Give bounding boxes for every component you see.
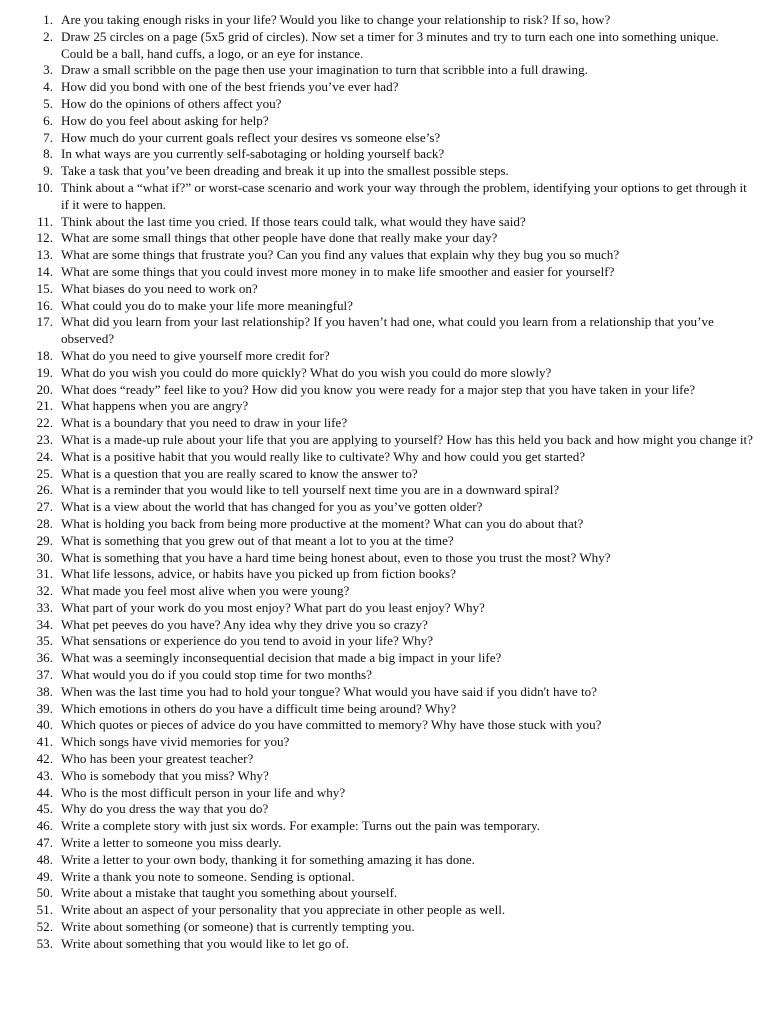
list-item-text: Write about a mistake that taught you something about yourself. (61, 885, 398, 901)
list-item-number: 19. (36, 364, 53, 380)
list-item (0, 818, 754, 835)
list-item-text: How do the opinions of others affect you? (61, 95, 282, 111)
list-item-text: What life lessons, advice, or habits have you picked up from fiction books? (61, 566, 456, 582)
list-item-text: What does “ready” feel like to you? How did you know you were ready for a major step that you have taken in your life? (61, 381, 696, 397)
list-item (0, 751, 754, 768)
list-item-text: Draw 25 circles on a page (5x5 grid of circles). Now set a timer for 3 minutes and try to turn each one into something unique. Could be a ball, hand cuffs, a logo, or an eye for instance. (61, 28, 719, 61)
list-item-number: 4. (43, 79, 53, 95)
list-item-text: Who has been your greatest teacher? (61, 751, 254, 767)
list-item-text: What is something that you have a hard time being honest about, even to those you trust the most? Why? (61, 549, 611, 565)
list-item-text: How do you feel about asking for help? (61, 112, 269, 128)
list-item-number: 46. (36, 818, 53, 834)
list-item-text: Are you taking enough risks in your life? Would you like to change your relationship to risk? If so, how? (61, 12, 611, 27)
list-item (0, 533, 754, 550)
list-item (0, 499, 754, 516)
list-item-text: Think about the last time you cried. If those tears could talk, what would they have said? (61, 213, 526, 229)
list-item-text: What was a seemingly inconsequential decision that made a big impact in your life? (61, 650, 502, 666)
list-item (0, 298, 754, 315)
list-item-number: 18. (36, 347, 53, 363)
list-item (0, 684, 754, 701)
list-item-number: 25. (36, 465, 53, 481)
list-item-text: Who is the most difficult person in your life and why? (61, 784, 346, 800)
list-item-number: 38. (36, 683, 53, 699)
list-item (0, 902, 754, 919)
list-item-number: 43. (36, 767, 53, 783)
list-item-number: 8. (43, 146, 53, 162)
list-item-number: 48. (36, 851, 53, 867)
list-item-number: 34. (36, 616, 53, 632)
list-item (0, 247, 754, 264)
list-item-text: Draw a small scribble on the page then use your imagination to turn that scribble into a full drawing. (61, 62, 588, 78)
list-item-text: Why do you dress the way that you do? (61, 801, 269, 817)
list-item-text: What happens when you are angry? (61, 398, 249, 414)
list-item-number: 41. (36, 734, 53, 750)
list-item-number: 10. (36, 179, 53, 195)
list-item (0, 348, 754, 365)
list-item-text: In what ways are you currently self-sabotaging or holding yourself back? (61, 146, 445, 162)
list-item-text: Write a thank you note to someone. Sending is optional. (61, 868, 355, 884)
list-item (0, 785, 754, 802)
list-item-number: 32. (36, 583, 53, 599)
list-item-text: What is a positive habit that you would really like to cultivate? Why and how could you get started? (61, 448, 586, 464)
list-item (0, 801, 754, 818)
list-item-text: What is a reminder that you would like to tell yourself next time you are in a downward spiral? (61, 482, 560, 498)
list-item (0, 482, 754, 499)
list-item-number: 6. (43, 112, 53, 128)
list-item-number: 33. (36, 599, 53, 615)
list-item-number: 26. (36, 482, 53, 498)
list-item (0, 314, 754, 348)
list-item-number: 29. (36, 532, 53, 548)
list-item-text: What could you do to make your life more meaningful? (61, 297, 353, 313)
list-item-text: Write a letter to someone you miss dearly. (61, 835, 282, 851)
list-item-number: 22. (36, 415, 53, 431)
list-item-text: Write about something that you would like to let go of. (61, 935, 349, 951)
list-item (0, 214, 754, 231)
list-item-number: 28. (36, 515, 53, 531)
list-item-text: What is something that you grew out of that meant a lot to you at the time? (61, 532, 454, 548)
list-item-number: 11. (37, 213, 53, 229)
list-item-text: Take a task that you’ve been dreading and break it up into the smallest possible steps. (61, 163, 509, 179)
list-item (0, 768, 754, 785)
list-item-text: What are some things that frustrate you? Can you find any values that explain why they bug you so much? (61, 247, 620, 263)
list-item (0, 633, 754, 650)
list-item (0, 398, 754, 415)
list-item-text: What is a question that you are really scared to know the answer to? (61, 465, 418, 481)
list-item-text: What are some things that you could invest more money in to make life smoother and easier for yourself? (61, 263, 615, 279)
list-item-number: 37. (36, 667, 53, 683)
list-item-number: 15. (36, 280, 53, 296)
list-item-number: 14. (36, 263, 53, 279)
list-item-number: 17. (36, 314, 53, 330)
list-item-number: 49. (36, 868, 53, 884)
list-item-number: 50. (36, 885, 53, 901)
list-item (0, 146, 754, 163)
list-item-number: 42. (36, 751, 53, 767)
list-item (0, 667, 754, 684)
list-item-number: 23. (36, 431, 53, 447)
list-item-number: 53. (36, 935, 53, 951)
list-item-number: 35. (36, 633, 53, 649)
list-item-number: 9. (43, 163, 53, 179)
list-item (0, 382, 754, 399)
list-item (0, 869, 754, 886)
list-item (0, 936, 754, 953)
list-item-text: What do you wish you could do more quickly? What do you wish you could do more slowly? (61, 364, 552, 380)
list-item-number: 36. (36, 650, 53, 666)
list-item (0, 163, 754, 180)
list-item (0, 466, 754, 483)
list-item (0, 180, 754, 214)
list-item (0, 835, 754, 852)
list-item-text: What is holding you back from being more productive at the moment? What can you do about that? (61, 515, 584, 531)
list-item (0, 415, 754, 432)
list-item-text: What would you do if you could stop time for two months? (61, 667, 372, 683)
list-item-text: Think about a “what if?” or worst-case scenario and work your way through the problem, identifying your options to get through it if it were to happen. (61, 179, 747, 212)
list-item (0, 230, 754, 247)
list-item-number: 21. (36, 398, 53, 414)
list-item-number: 39. (36, 700, 53, 716)
list-item-text: Write about something (or someone) that is currently tempting you. (61, 919, 415, 935)
list-item-number: 5. (43, 95, 53, 111)
list-item-text: How did you bond with one of the best friends you’ve ever had? (61, 79, 399, 95)
list-item-number: 7. (43, 129, 53, 145)
list-item (0, 79, 754, 96)
list-item (0, 281, 754, 298)
list-item-text: Which songs have vivid memories for you? (61, 734, 290, 750)
list-item-text: What sensations or experience do you tend to avoid in your life? Why? (61, 633, 434, 649)
list-item-text: Write a complete story with just six words. For example: Turns out the pain was temporary. (61, 818, 541, 834)
list-item-text: What do you need to give yourself more credit for? (61, 347, 330, 363)
list-item-number: 20. (36, 381, 53, 397)
list-item (0, 432, 754, 449)
list-item (0, 62, 754, 79)
list-item (0, 617, 754, 634)
list-item-text: Write about an aspect of your personality that you appreciate in other people as well. (61, 902, 506, 918)
list-item-text: What is a made-up rule about your life that you are applying to yourself? How has this held you back and how might you change it? (61, 431, 753, 447)
list-item (0, 650, 754, 667)
list-item-text: When was the last time you had to hold your tongue? What would you have said if you didn't have to? (61, 683, 597, 699)
list-item-text: What is a view about the world that has changed for you as you’ve gotten older? (61, 499, 483, 515)
list-item (0, 449, 754, 466)
list-item (0, 734, 754, 751)
list-item-number: 40. (36, 717, 53, 733)
list-item (0, 583, 754, 600)
list-item-text: Write a letter to your own body, thanking it for something amazing it has done. (61, 851, 475, 867)
list-item (0, 365, 754, 382)
list-item (0, 96, 754, 113)
list-item-number: 30. (36, 549, 53, 565)
list-item-number: 52. (36, 919, 53, 935)
list-item (0, 12, 754, 29)
list-item (0, 919, 754, 936)
list-item (0, 701, 754, 718)
list-item-number: 27. (36, 499, 53, 515)
list-item-number: 13. (36, 247, 53, 263)
list-item-number: 16. (36, 297, 53, 313)
list-item (0, 550, 754, 567)
list-item-number: 45. (36, 801, 53, 817)
list-item (0, 264, 754, 281)
list-item (0, 113, 754, 130)
list-item-text: How much do your current goals reflect your desires vs someone else’s? (61, 129, 441, 145)
list-item (0, 130, 754, 147)
list-item (0, 566, 754, 583)
list-item-text: Which quotes or pieces of advice do you have committed to memory? Why have those stuck with you? (61, 717, 602, 733)
list-item-text: Which emotions in others do you have a difficult time being around? Why? (61, 700, 457, 716)
list-item (0, 717, 754, 734)
list-item-number: 12. (36, 230, 53, 246)
list-item (0, 600, 754, 617)
list-item-text: Who is somebody that you miss? Why? (61, 767, 269, 783)
list-item-number: 3. (43, 62, 53, 78)
list-item-text: What did you learn from your last relationship? If you haven’t had one, what could you learn from a relationship that you’ve observed? (61, 314, 714, 347)
list-item-number: 2. (43, 28, 53, 44)
list-item (0, 516, 754, 533)
list-item-number: 47. (36, 835, 53, 851)
list-item-text: What biases do you need to work on? (61, 280, 258, 296)
list-item-text: What part of your work do you most enjoy? What part do you least enjoy? Why? (61, 599, 485, 615)
list-item (0, 852, 754, 869)
list-item-text: What is a boundary that you need to draw in your life? (61, 415, 348, 431)
list-item-number: 51. (36, 902, 53, 918)
list-item-number: 24. (36, 448, 53, 464)
list-item-text: What pet peeves do you have? Any idea why they drive you so crazy? (61, 616, 428, 632)
list-item-number: 1. (43, 12, 53, 27)
list-item (0, 885, 754, 902)
list-item-text: What made you feel most alive when you were young? (61, 583, 350, 599)
list-item-number: 44. (36, 784, 53, 800)
list-item (0, 29, 754, 63)
list-item-number: 31. (36, 566, 53, 582)
list-item-text: What are some small things that other people have done that really make your day? (61, 230, 498, 246)
